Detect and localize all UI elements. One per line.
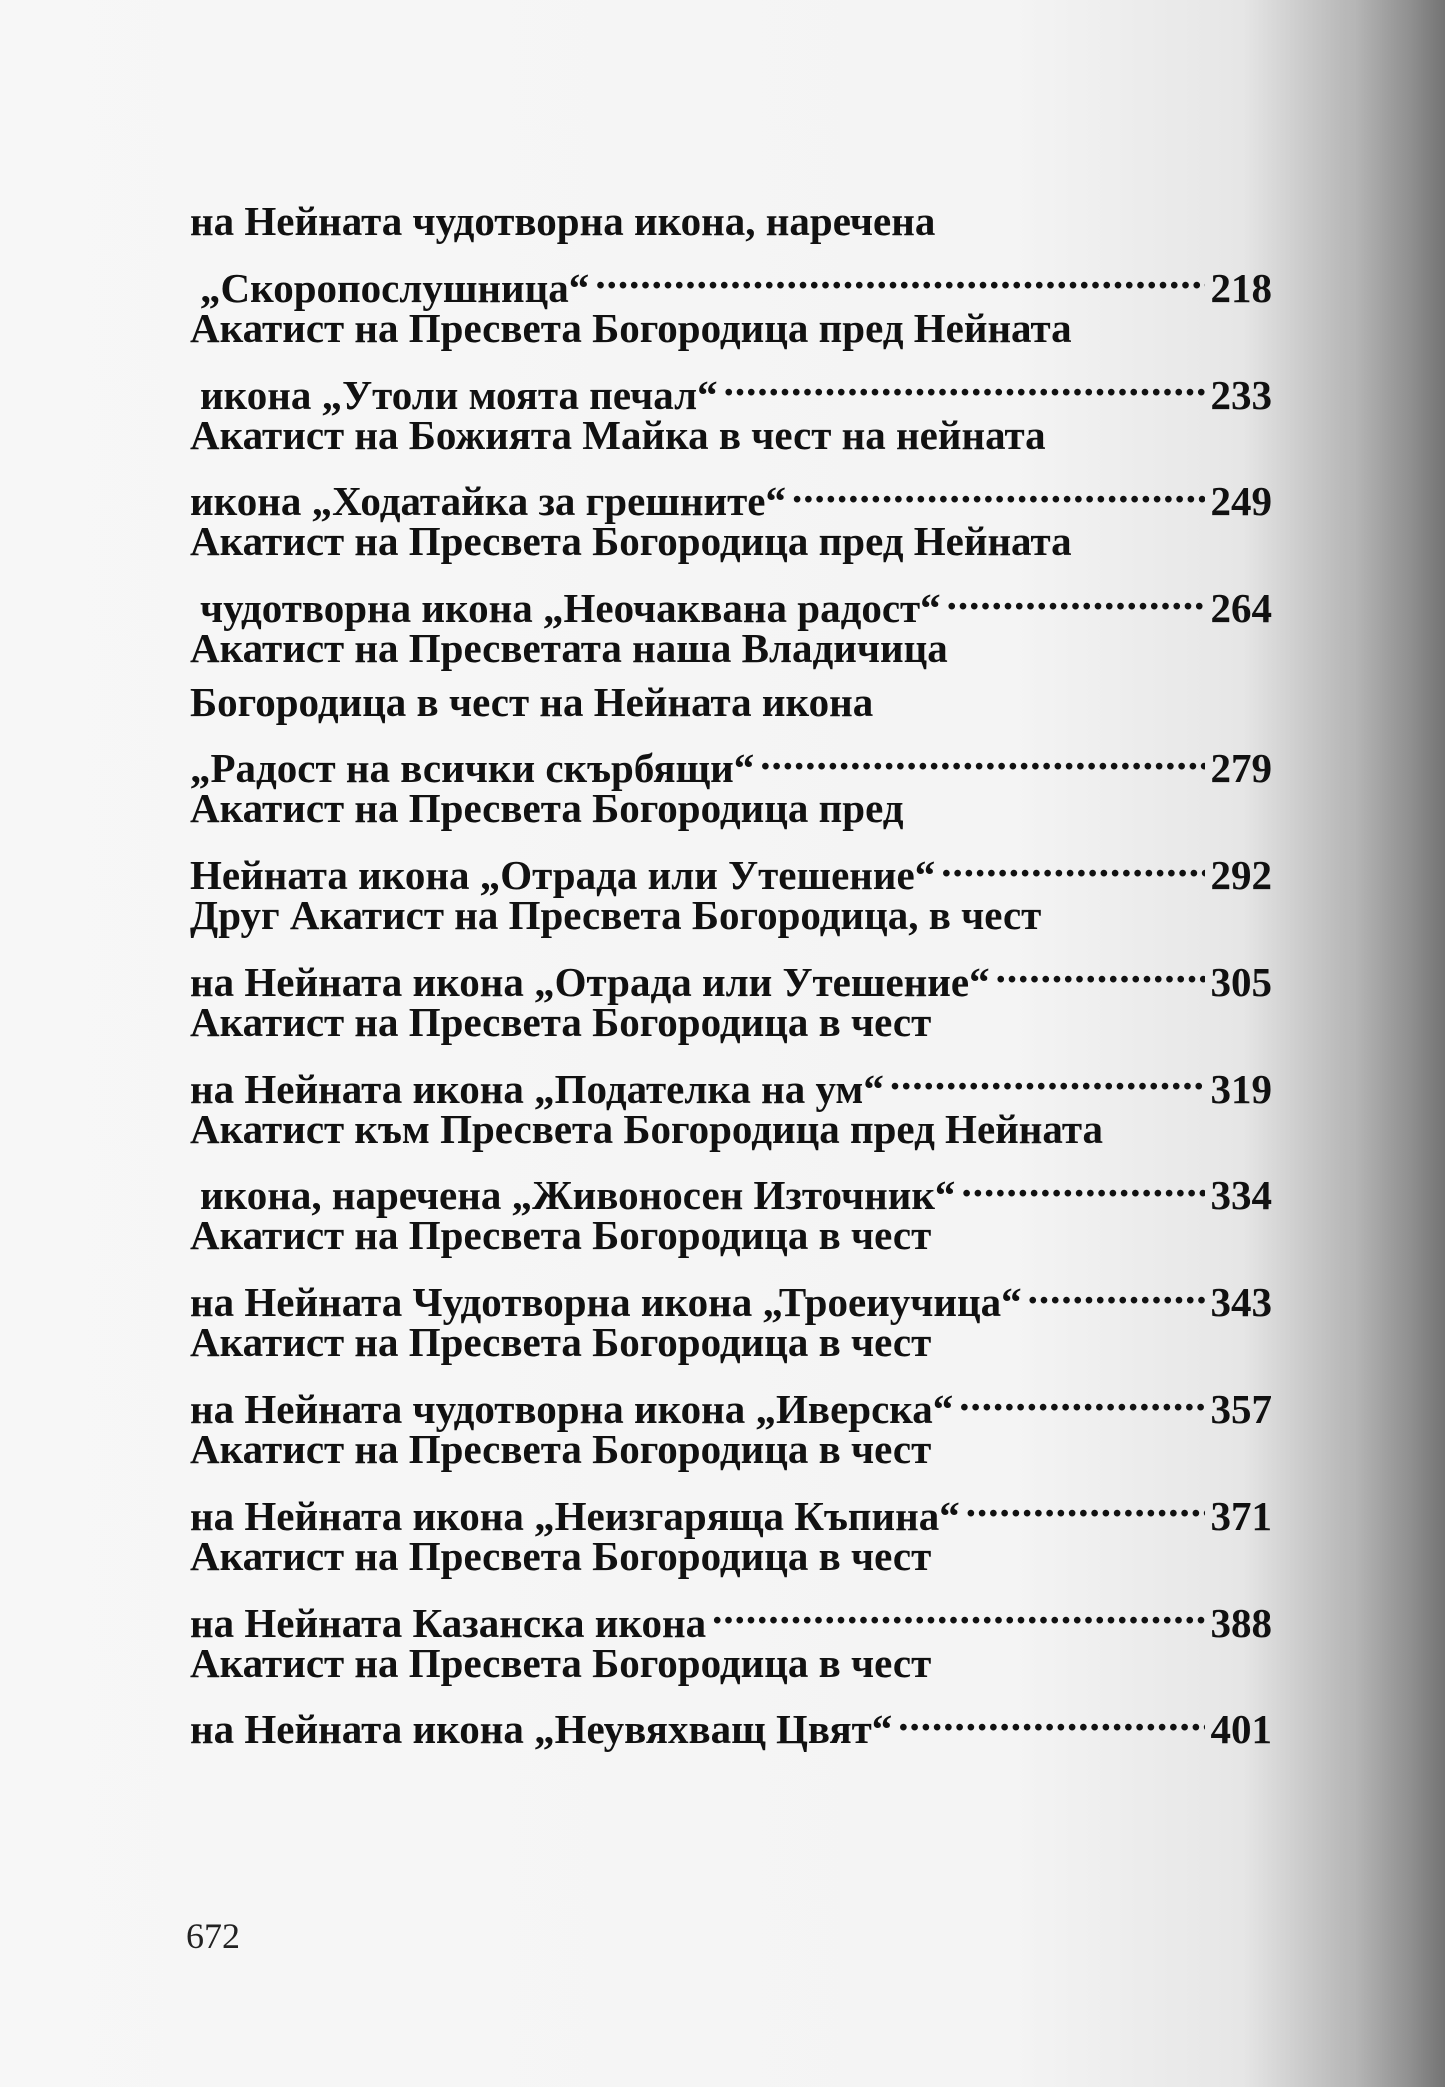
toc-entry-text-line: Акатист на Пресвета Богородица пред Нейната	[190, 518, 1072, 565]
toc-entry-text-line: Богородица в чест на Нейната икона	[190, 678, 874, 725]
toc-page-number: 233	[1210, 371, 1272, 418]
toc-page-number: 401	[1210, 1706, 1272, 1753]
toc-page-number: 334	[1210, 1172, 1272, 1219]
toc-entry-leader-line: „Радост на всички скърбящи“ ..... 279	[190, 729, 1272, 782]
toc-entry-leader-line: на Нейната Казанска икона ..... 388	[190, 1583, 1272, 1636]
toc-entry-leader-line: икона „Ходатайка за грешните“ ..... 249	[190, 462, 1272, 515]
toc-entry-text-line: Акатист на Пресвета Богородица в чест	[190, 1319, 932, 1366]
toc-entry-text-line: Акатист на Пресвета Богородица в чест	[190, 1212, 932, 1259]
toc-entry-leader-line: на Нейната икона „Неизгаряща Къпина“ ..... 371	[190, 1476, 1272, 1529]
toc-entry-text-line: Акатист на Пресвета Богородица пред	[190, 785, 904, 832]
toc-page-number: 279	[1210, 745, 1272, 792]
toc-entry-text-line: на Нейната чудотворна икона, наречена	[190, 198, 936, 244]
toc-entry-text-line: Акатист на Пресвета Богородица в чест	[190, 1425, 932, 1472]
toc-entry-leader-line: икона, наречена „Живоносен Източник“ ..... 334	[190, 1156, 1272, 1209]
toc-page-number: 357	[1210, 1385, 1272, 1432]
toc-entry-text-line: Друг Акатист на Пресвета Богородица, в чест	[190, 892, 1042, 939]
table-of-contents	[190, 195, 1272, 1753]
toc-entry-leader-line: чудотворна икона „Неочаквана радост“ ..... 264	[190, 569, 1272, 622]
toc-entry-text-line: Акатист на Пресвета Богородица в чест	[190, 1532, 932, 1579]
toc-page-number: 371	[1210, 1492, 1272, 1539]
toc-entry-text-line: Акатист на Пресвета Богородица в чест	[190, 998, 932, 1045]
page-number: 672	[186, 1916, 240, 1956]
toc-page-number: 319	[1210, 1065, 1272, 1112]
toc-page-number: 343	[1210, 1279, 1272, 1326]
toc-entry-leader-line: на Нейната икона „Неувяхващ Цвят“ ..... 401	[190, 1690, 1272, 1743]
toc-page-number: 264	[1210, 585, 1272, 632]
toc-page-number: 388	[1210, 1599, 1272, 1646]
toc-page-number: 249	[1210, 478, 1272, 525]
toc-entry-leader-line: на Нейната Чудотворна икона „Троеиучица“ ..... 343	[190, 1263, 1272, 1316]
toc-entry-leader-line: на Нейната икона „Подателка на ум“ ..... 319	[190, 1049, 1272, 1102]
toc-entry-leader-line: на Нейната икона „Отрада или Утешение“ ..... 305	[190, 942, 1272, 995]
toc-page-number: 218	[1210, 264, 1272, 311]
toc-entry-text-line: Акатист на Божията Майка в чест на нейната	[190, 411, 1046, 458]
toc-entry-text-line: Акатист към Пресвета Богородица пред Нейната	[190, 1105, 1103, 1152]
page-edge-shadow	[1355, 0, 1445, 2087]
toc-entry-leader-line: Нейната икона „Отрада или Утешение“ ..... 292	[190, 836, 1272, 889]
toc-entry-text-line: Акатист на Пресвета Богородица в чест	[190, 1639, 932, 1686]
toc-entry-text-line: Акатист на Пресвета Богородица пред Нейната	[190, 304, 1072, 351]
toc-page-number: 305	[1210, 958, 1272, 1005]
toc-entry-text-line: Акатист на Пресветата наша Владичица	[190, 625, 948, 672]
toc-entry-leader-line: икона „Утоли моята печал“ ..... 233	[190, 355, 1272, 408]
toc-entry-leader-line: на Нейната чудотворна икона „Иверска“ ..... 357	[190, 1370, 1272, 1423]
toc-entry-leader-line: „Скоропослушница“ ..... 218	[190, 248, 1272, 301]
toc-page-number: 292	[1210, 852, 1272, 899]
